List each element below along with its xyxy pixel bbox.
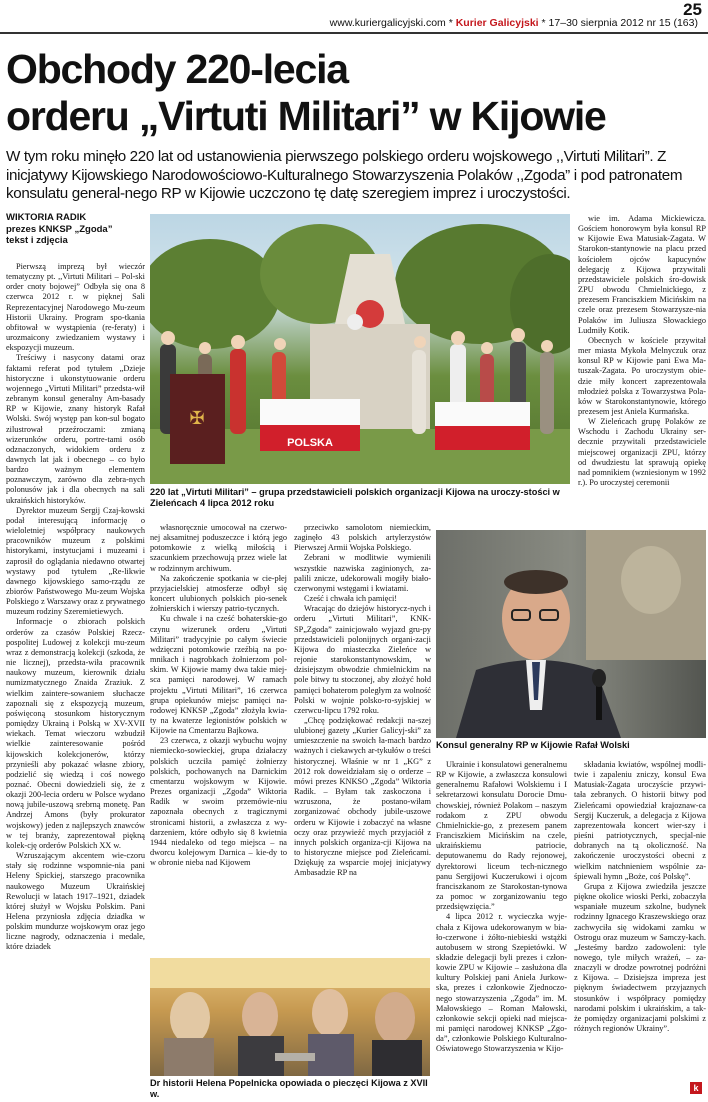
paragraph: Ukrainie i konsulatowi generalnemu RP w Kijowie, a zwłaszcza konsulowi generalnemu Rafałowi Wolskiemu i I sekretarzowi konsulatu Dorocie Dmu-chowskiej, również Polakom – naszym rodakom z ZPU obwodu Chmielnickie-go, z prezesem panem Franciszkiem Micińskim na czele, ukraińskiemu patriocie, deputowanemu do Rady rejonowej, dyrektorowi liceum tech-nicznego panu Sergijowi Kuczerukowi i ojcom franciszkanom ze Starokostan-tynowa za pomoc w zorganizowaniu tego przedsięwzięcia.” [436,760,567,912]
consul-photo [436,530,706,738]
paragraph: Dyrektor muzeum Sergij Czaj-kowski podał interesującą informację o wieloletniej współpracy naukowych pracowników muzeum z polskimi historykami, instytucjami i muzeami i zaprosił do oglądania niedawno otwartej wystawy pod tytułem „Re-likwie dawnego kijowskiego samo-rządu ze zbiorów Państwowego Mu-zeum Wojska Polskiego z Warszawy oraz z prywatnego muzeum rodziny Szeremietiewych. [6,505,145,617]
page-number: 25 [683,0,702,19]
article-end-mark: k [690,1082,702,1094]
paragraph: „Chcę podziękować redakcji na-szej ulubionej gazety „Kurier Galicyj-ski” za umieszczenie na swoich ła-mach bardzo ważnych i ciekawych ar-tykułów o treści historycznej. Właśnie w nr 1 „KG” z 2012 rok doweidziałam się o orderze – mówi prezes KNKSO „Zgoda” Wiktoria Radik. – Byłam tak zaskoczona i wzruszona, że postano-wiłam zorganizować obchody jubile-uszowe orderu w Kijowie i zobaczyć na własne oczy oraz przywieźć mych przyjaciół z innych polskich organiza-cji Kijowa na to historyczne miejsce pod Zieleńcami. Dziękuję za wsparcie mojej inicjatywy Ambasadzie RP na [294,715,431,878]
title-line-1: Obchody 220-lecia [6,46,348,92]
separator: * [448,17,453,29]
paragraph: Informacje o zbiorach polskich orderów za czasów Polskiej Rzecz-pospolitej Ludowej z kolekcji mu-zeum wraz z demonstracją kolekcji (szkoda, że nie licznej), przedsta-wiła pracownik naukowy muzeum, kierownik działu numizmatycznego Znaida Zraziuk. Z wielkim zaintere-sowaniem słuchacze zapoznali się z ekspozycją muzeum, poświęconą stosunkom historycznym pomiędzy Ukrainą i Polską w XV-XVII wiekach. Temat wieczoru wzbudził wielkie zainteresowanie pośród kijowskich kolekcjonerów, którzy przynieśli aby pokazać własne zbiory, podzielić się wiedzą i coś nowego poznać. Obecni dowiedzieli się, że z okazji 200-lecia orderu w Polsce wydano nową jubile-uszową srebrną monetę. Pan Andrzej Amons (były prokurator wojskowy) jeden z najlepszych znawców w tej branży, zaprezentował piękną kolek-cję orderów Polskich XX w. [6,617,145,850]
author-name: WIKTORIA RADIK [6,212,87,223]
text-column-5 [574,760,706,1082]
text-column-4 [436,760,567,1094]
museum-photo [150,958,430,1076]
photo-caption-3: Dr historii Helena Popelnicka opowiada o pieczęci Kijowa z XVII w. [150,1078,428,1099]
page-header [0,0,708,34]
flag-text: POLSKA [287,437,333,449]
group-photo [150,214,570,484]
paragraph: Wzruszającym akcentem wie-czoru stały się rodzinne wspomnie-nia pani Heleny Spickiej, starszego pracownika naukowego Muzeum Ukraińskiej Rewolucji w latach 1917–1921, dziadek której służył w Wojsku Polskim. Pani Helena przyniosła zdjęcia dziadka w polskim mundurze wojskowym oraz jego liczne nagrody, odznaczenia i medale, które dziadek [6,851,145,952]
text-column-1 [6,262,145,1094]
website-url[interactable]: www.kuriergalicyjski.com [329,17,446,29]
article-title [6,46,706,140]
author-role: prezes KNKSP „Zgoda” [6,223,113,235]
photo-caption-2: Konsul generalny RP w Kijowie Rafał Wolski [436,740,630,750]
paragraph: Treściwy i nasycony datami oraz faktami referat pod tytułem „Dzieje historyczne i ukonstytuowanie orderu wojennego „Virtuti Militari” przedsta-wił zebranym konsul generalny Am-basady RP w Kijowie, znany historyk Rafał Wolski. Swój występ pan kon-sul bogato zilustrował przeźroczami: zmianą wizerunków orderu, portre-tami osób odznaczonych, widokiem orderu z dawnych lat jak i obecnego – co było bardzo ważnym elementem poznawczym, zarówno dla zebra-nych polonusów jak i dla obecnych na sali ukraińskich historyków. [6,353,145,505]
separator: * [541,17,546,29]
museum-photo-illustration [150,958,430,1076]
paragraph: Ku chwale i na cześć bohaterskie-go czynu wizerunek orderu „Virtuti Militari” tradycyjnie po całym świecie wdzięczni potomkowie rzeźbią na po-mnikach i nagrobkach żołnierzom pol-skim. W Kijowie mamy dwa takie miej-sca pamięci narodowej. W ramach projektu „Virtuti Militari”, 16 czerwca grupa opiekunów miejsc pamięci na-rodowej KNKSP „Zgoda” złożyła kwia-ty na kwaterze legionistów polskich w Kijowie na Cmentarzu Bajkowa. [150,614,287,736]
issue-line [330,17,698,29]
consul-photo-illustration [436,530,706,738]
paragraph: Na zakończenie spotkania w cie-płej przyjacielskiej atmosferze odbył się koncert ulubionych polskich pio-senek żołnierskich i wierszy patrio-tycznych. [150,573,287,614]
paragraph: Wracając do dziejów historycz-nych i orderu „Virtuti Militari”, KNK-SP„Zgoda” zainicjowało wyjazd gru-py przedstawicieli polonijnych organi-zacji Kijowa do miasteczka Zieleńce w rejonie starokonstantynowskim, w dzisiejszym obwodzie chmielnickim na pole bitwy tu stoczonej, aby złożyć hołd pamięci bohaterom poległym za wolność Polski w wojnie polsko-ro-syjskiej w czerwcu-lipcu 1792 roku. [294,604,431,715]
paragraph: 23 czerwca, z okazji wybuchu wojny niemiecko-sowieckiej, grupa działaczy polskich uczciła pamięć żołnierzy polskich, pochowanych na Darnickim cmentarzu wojskowym w Kijowie. Prezes organizacji „Zgoda” Wiktoria Radik w swoim przemówie-niu zapoznała obecnych z tragicznymi stronicami historii, a zwłaszcza z wy-darzeniem, które odbyło się 8 kwietnia 1944 niedaleko od tego miejsca – na dworcu kolejowym Darnica – kie-dy to w obronie nieba nad Kijowem [150,736,287,868]
paragraph: wie im. Adama Mickiewicza. Gościem honorowym była konsul RP w Kijowie Ewa Matusiak-Zagata. W Starokon-stantynowie na placu przed kościołem ojców kapucynów delegację z Kijowa przywitali przedstawiciele polskich śro-dowisk ZPU obwodu Chmielnickiego, z prezesem Franciszkiem Micińskim na czele oraz prezesem Stowarzysze-nia Polaków im Juliusza Słowackiego Ludmiły Kotik. [578,214,706,335]
byline [6,212,146,247]
paragraph: Zebrani w modlitwie wymienili wszystkie nazwiska zaginionych, za-palili znicze, udekorowali mogiły biało-czerwonymi wstęgami i kwiatami. [294,553,431,593]
title-line-2: orderu „Virtuti Militari” w Kijowie [6,93,606,139]
issue-date: 17–30 sierpnia 2012 nr 15 (163) [548,17,698,29]
author-credit: tekst i zdjęcia [6,235,68,246]
paragraph: 4 lipca 2012 r. wycieczka wyje-chała z Kijowa udekorowanym w bia-ło-czerwone i żółto-niebieski wstążki autobusem w strong Szepietówki. W składzie delegacji byli prezes i człon-kowie ZPU w Kijowie – zasłużona dla kultury Polskiej pani Aniela Jurkow-ska, prezes i członkowie Zjednoczo-nego stowarzyszenia „Zgoda” im. M. Małowskiego – Roman Małowski, członkowie sekcji opieki nad miejsca-mi pamięci narodowej KNKSP „Zgo-da”, członkowie Polskiego Kulturalno-Oświatowego Stowarzyszenia w Kijo- [436,912,567,1054]
paragraph: składania kwiatów, wspólnej modli-twie i zapaleniu zniczy, konsul Ewa Matusiak-Zagata uroczyście przywi-tała zebranych. O historii bitwy pod Zieleńcami opowiedział krajoznaw-ca Sergij Kuczeruk, a delegacja z Kijowa zaprezentowała koncert wier-szy i pieśni patriotycznych, specjal-nie dobranych na tą okoliczność. Na zakończenie uroczystości obecni z wielkim natchnieniem wspólnie za-śpiewali hymn „Boże, coś Polskę”. [574,760,706,881]
paragraph: Cześć i chwała ich pamięci! [304,594,398,604]
group-photo-illustration [150,214,570,484]
text-column-3 [294,523,431,953]
paragraph: Pierwszą imprezą był wieczór tematyczny pt. ,,Virtuti Militari – Pol-ski order cnoty bojowej” Odbyła się ona 8 czerwca 2012 r. w pięknej Sali Reprezentacyjnej Narodowego Mu-zeum Historii Ukrainy. Program spo-tkania obfitował w wystąpienia (re-feraty) i urozmaicony zwiedzaniem wystawy i ekspozycji muzeum. [6,262,145,353]
paragraph: przeciwko samolotom niemieckim, zaginęło 43 polskich artylerzystów Pierwszej Armii Wojska Polskiego. [294,523,431,553]
text-column-2 [150,523,287,953]
newspaper-brand: Kurier Galicyjski [455,17,539,29]
paragraph: W Zieleńcach grupę Polaków ze Wschodu i Zachodu Ukrainy ser-decznie przywitali przedstawiciele miejscowej organizacji ZPU, którzy od dwudziestu lat sprawują opiekę nad pomnikiem (wzniesionym w 1992 r.). Po uroczystej ceremonii [578,417,706,488]
paragraph: własnoręcznie umocował na czerwo-nej aksamitnej poduszeczce i którą jego potomkowie z wielką miłością i szacunkiem przechowują przez wiele lat w rodzinnym archiwum. [150,523,287,573]
article-lead: W tym roku minęło 220 lat od ustanowienia pierwszego polskiego orderu wojskowego ,,Virtuti Militari”. Z inicjatywy Kijowskiego Narodowościowo-Kulturalnego Stowarzyszenia Polaków ,,Zgoda” i pod patronatem konsulatu general-nego RP w Kijowie uczczono tę datę szeregiem imprez i uroczystości. [6,148,683,202]
paragraph: Obecnych w kościele przywitał mer miasta Mykoła Melnyczuk oraz konsul RP w Kijowie pani Ewa Ma-tuszak-Zagata. Po uroczystym obie-dzie miły koncert zaprezentowała młodzież polska z Towarzystwa Pola-ków w Starokonstantynowie, którego prezesem jest Aniela Kurmańska. [578,335,706,416]
text-column-4-top [578,214,706,520]
paragraph: Grupa z Kijowa zwiedziła jeszcze piękne okolice wioski Perki, zobaczyła wspaniałe muzeum szkolne, budynek rodzinny Ignacego Kraszewskiego oraz zachwyciła się widokami zamku w Ostrogu oraz muzeum w Samczy-kach. „Jesteśmy bardzo zadowoleni: tyle nowego, tyle miłych wrażeń, – za-znaczyli w drodze powrotnej podróżni z Kijowa. – Dzisiejsza impreza jest pięknym świadectwem przyjaznych stosunków i współpracy pomiędzy narodami polskim i ukraińskim, a tak-że pomiędzy organizacjami polskimi z różnych regionów Ukrainy”. [574,881,706,1034]
svg-text:✠: ✠ [189,408,205,429]
photo-caption-1: 220 lat „Virtuti Militari” – grupa przedstawicieli polskich organizacji Kijowa na uroczy-stości w Zieleńcach 4 lipca 2012 roku [150,487,560,508]
